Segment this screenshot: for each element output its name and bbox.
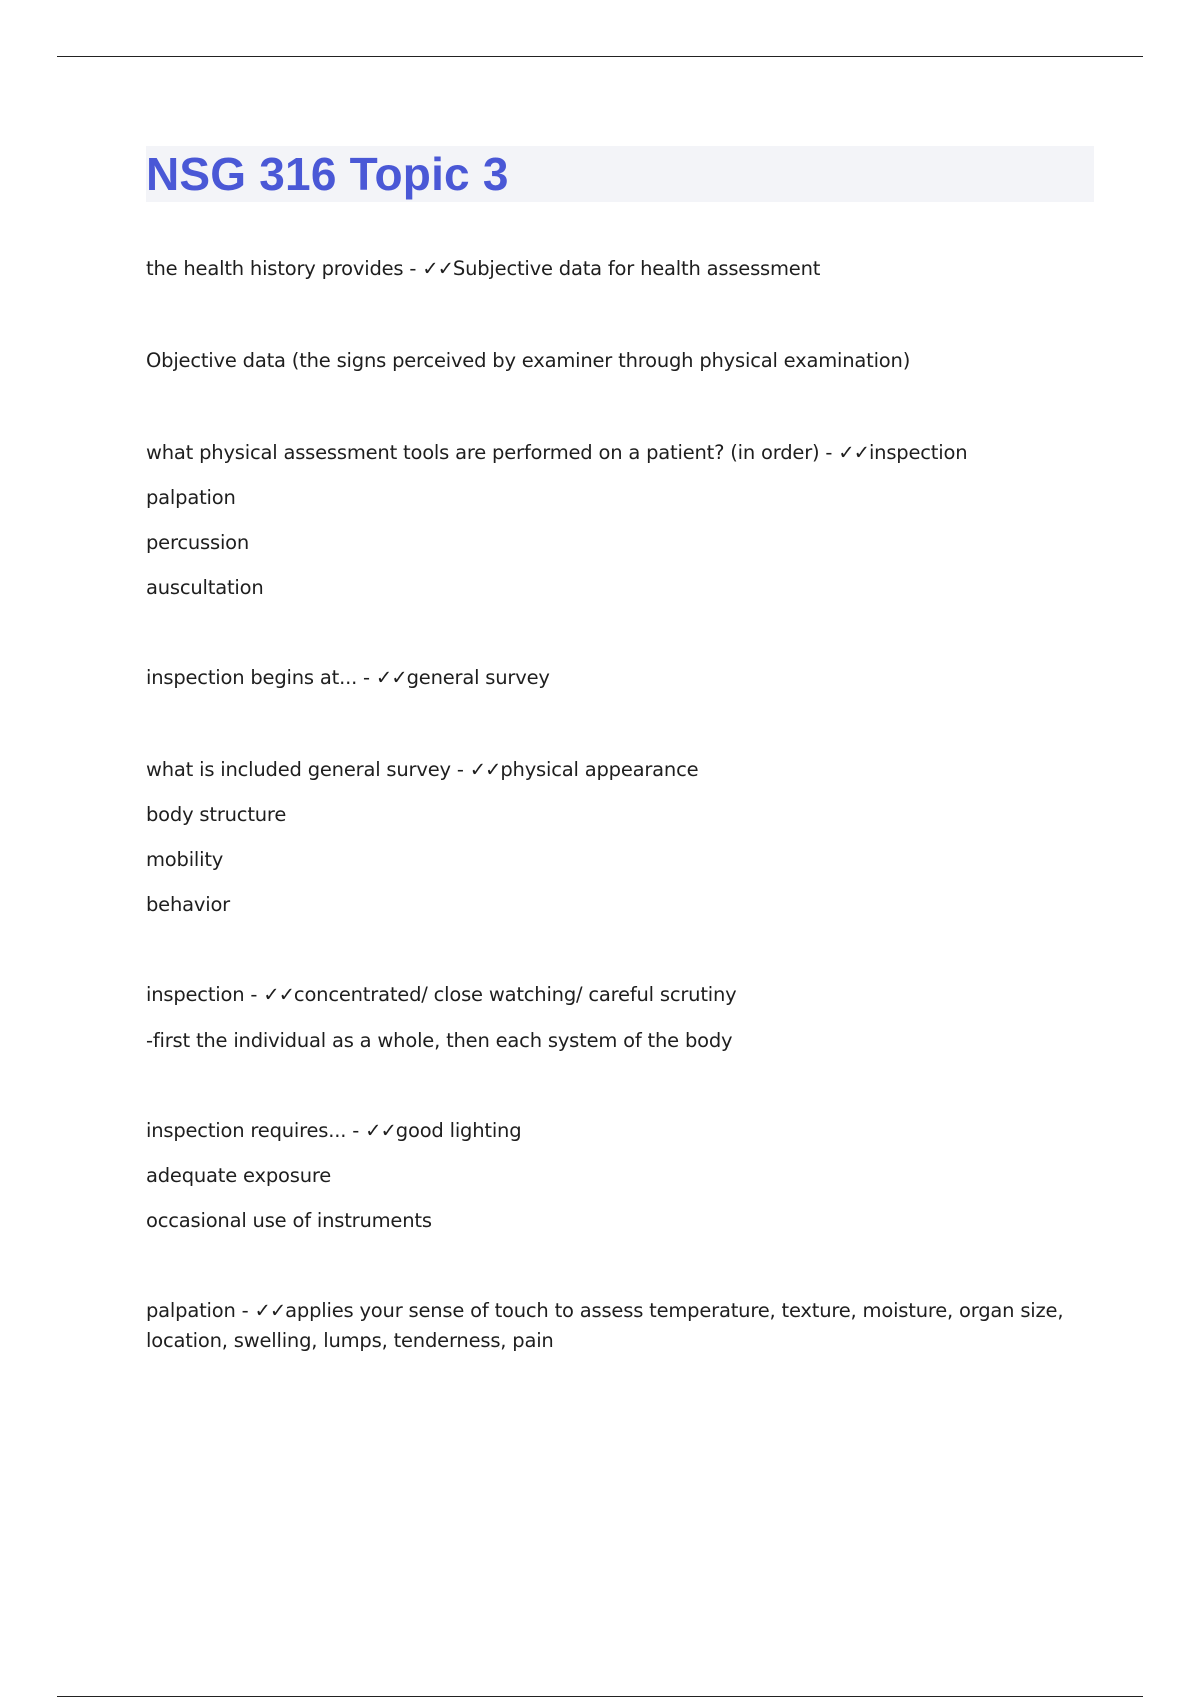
qa-item [146, 755, 1094, 920]
qa-answer-line: behavior [146, 893, 230, 916]
title-band [146, 146, 1094, 202]
qa-answer: concentrated/ close watching/ careful scrutiny [293, 983, 737, 1006]
qa-question-line [146, 438, 1094, 468]
qa-question-line [146, 663, 1094, 693]
top-rule [57, 56, 1143, 57]
double-check-icon: ✓✓ [838, 441, 869, 464]
qa-separator: - [357, 666, 376, 689]
qa-list [146, 254, 1094, 1356]
qa-answer-line: -first the individual as a whole, then each system of the body [146, 1029, 733, 1052]
qa-question-line [146, 980, 1094, 1010]
document-body [146, 146, 1094, 1356]
qa-item [146, 1296, 1094, 1356]
double-check-icon: ✓✓ [254, 1299, 286, 1322]
qa-answer-line: auscultation [146, 576, 264, 599]
qa-answer: applies your sense of touch to assess temperature, texture, moisture, organ size, location, swelling, lumps, tenderness, pain [146, 1299, 1064, 1352]
qa-term: palpation [146, 1299, 236, 1322]
qa-separator: - [235, 1299, 255, 1322]
qa-answer: inspection [868, 441, 968, 464]
qa-item [146, 254, 1094, 284]
qa-answer-line: percussion [146, 531, 250, 554]
qa-item [146, 980, 1094, 1056]
double-check-icon: ✓✓ [375, 666, 407, 689]
qa-separator: - [346, 1119, 366, 1142]
double-check-icon: ✓✓ [469, 758, 501, 781]
qa-answer-line: Objective data (the signs perceived by examiner through physical examination) [146, 349, 911, 372]
qa-item [146, 1116, 1094, 1236]
qa-separator: - [450, 758, 470, 781]
qa-answer-line: occasional use of instruments [146, 1209, 432, 1232]
qa-question-line [146, 254, 1094, 284]
qa-answer-line: adequate exposure [146, 1164, 332, 1187]
document-title: NSG 316 Topic 3 [146, 148, 509, 200]
qa-answer: Subjective data for health assessment [452, 257, 821, 280]
qa-term: the health history provides [146, 257, 404, 280]
qa-question-line [146, 755, 1094, 785]
qa-separator: - [819, 441, 839, 464]
bottom-rule [57, 1696, 1143, 1697]
qa-answer-line: palpation [146, 486, 236, 509]
qa-answer: general survey [406, 666, 550, 689]
qa-item [146, 438, 1094, 603]
qa-term: what is included general survey [146, 758, 451, 781]
qa-question-line [146, 1296, 1094, 1356]
qa-item [146, 663, 1094, 693]
qa-term: what physical assessment tools are performed on a patient? (in order) [146, 441, 820, 464]
qa-term: inspection begins at... [146, 666, 358, 689]
double-check-icon: ✓✓ [365, 1119, 396, 1142]
double-check-icon: ✓✓ [263, 983, 294, 1006]
qa-answer-line: body structure [146, 803, 287, 826]
qa-answer-line: mobility [146, 848, 224, 871]
qa-answer: good lighting [395, 1119, 522, 1142]
qa-term: inspection [146, 983, 245, 1006]
qa-separator: - [244, 983, 264, 1006]
qa-answer: physical appearance [500, 758, 699, 781]
qa-item [146, 346, 1094, 376]
qa-separator: - [403, 257, 423, 280]
double-check-icon: ✓✓ [422, 257, 453, 280]
qa-question-line [146, 1116, 1094, 1146]
qa-term: inspection requires... [146, 1119, 347, 1142]
